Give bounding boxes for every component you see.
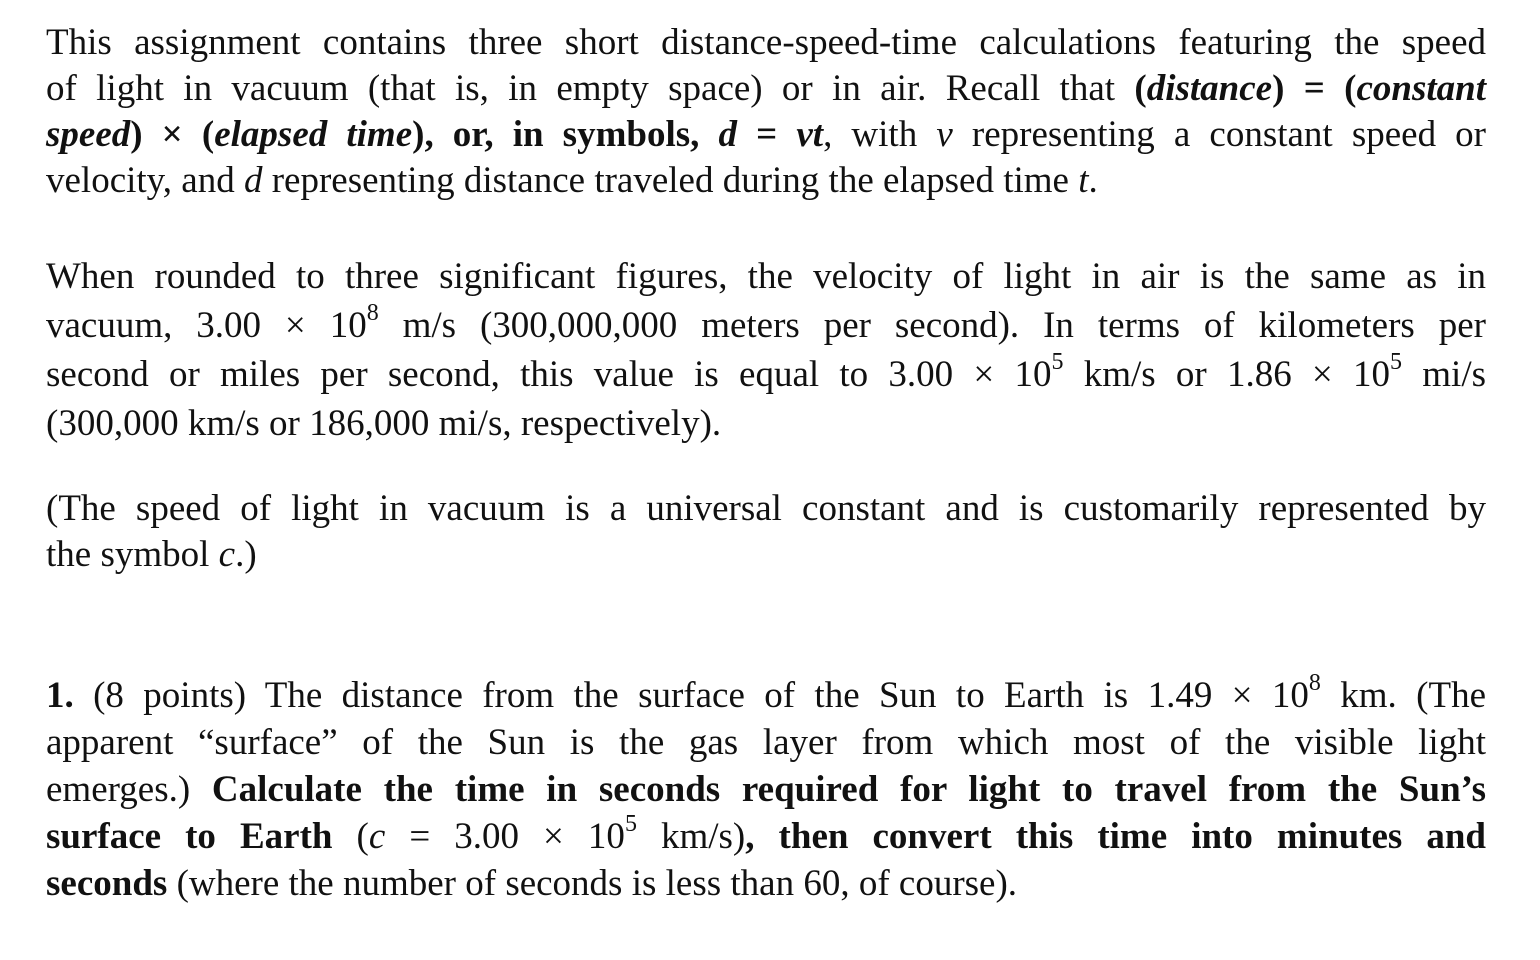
symbol-d: d <box>243 160 263 201</box>
intro-line-2 <box>46 66 1486 112</box>
formula-text: ( <box>1134 68 1147 109</box>
velocity-line-3 <box>46 350 1486 399</box>
intro-text: representing distance traveled during the elapsed time <box>262 160 1079 201</box>
question-1-line-3 <box>46 766 1486 813</box>
question-text: km. (The <box>1320 675 1486 716</box>
question-1-line-5 <box>46 860 1486 907</box>
intro-line-1 <box>46 20 1486 66</box>
symbol-c: c <box>218 534 236 575</box>
intro-text: , with <box>823 114 937 155</box>
question-text: (where the number of seconds is less than 60, of course). <box>167 863 1018 904</box>
exponent: 5 <box>1390 348 1403 375</box>
question-instruction: Calculate the time in seconds required for light to travel from the Sun’s <box>211 769 1486 810</box>
formula-symbol-d: d <box>718 114 738 155</box>
question-text: = 3.00 × 10 <box>385 816 625 857</box>
intro-text: representing a constant speed or <box>952 114 1487 155</box>
formula-term-constant: constant <box>1356 68 1486 109</box>
formula-term-speed: speed <box>46 114 131 155</box>
intro-text: This assignment contains three short distance-speed-time calculations featuring the speed <box>46 22 1486 63</box>
formula-text: = <box>737 114 797 155</box>
formula-term-distance: distance <box>1146 68 1273 109</box>
velocity-text: km/s or 1.86 × 10 <box>1063 354 1391 395</box>
velocity-text: vacuum, 3.00 × 10 <box>46 305 367 346</box>
velocity-text: mi/s <box>1402 354 1486 395</box>
symbol-c: c <box>368 816 386 857</box>
constant-note-line-2 <box>46 532 1486 578</box>
intro-line-4 <box>46 158 1486 204</box>
velocity-text: m/s (300,000,000 meters per second). In terms of kilometers per <box>378 305 1486 346</box>
question-text: emerges.) <box>46 769 212 810</box>
intro-text: of light in vacuum (that is, in empty space) or in air. Recall that <box>46 68 1135 109</box>
question-instruction: , then convert this time into minutes and <box>745 816 1487 857</box>
question-1 <box>46 669 1487 907</box>
question-instruction: surface to Earth <box>46 816 333 857</box>
exponent: 8 <box>366 299 379 326</box>
note-text: .) <box>235 534 257 575</box>
question-text: apparent “surface” of the Sun is the gas layer from which most of the visible light <box>46 722 1486 763</box>
formula-text: ) = ( <box>1272 68 1357 109</box>
velocity-line-4 <box>46 399 1486 448</box>
formula-term-elapsed-time: elapsed time <box>214 114 413 155</box>
question-text: (8 points) The distance from the surface of the Sun to Earth is 1.49 × 10 <box>73 675 1309 716</box>
intro-line-3 <box>46 112 1486 158</box>
constant-note-line-1 <box>46 486 1486 532</box>
velocity-text: When rounded to three significant figures, the velocity of light in air is the same as in <box>46 256 1486 297</box>
exponent: 5 <box>1051 348 1064 375</box>
formula-text: ), or, in symbols, <box>412 114 719 155</box>
velocity-text: (300,000 km/s or 186,000 mi/s, respectively). <box>46 403 722 444</box>
symbol-t: t <box>1078 160 1089 201</box>
velocity-paragraph <box>46 252 1486 448</box>
question-text: km/s) <box>636 816 746 857</box>
question-instruction: seconds <box>46 863 168 904</box>
exponent: 5 <box>624 810 637 837</box>
note-text: (The speed of light in vacuum is a universal constant and is customarily represented by <box>46 488 1486 529</box>
constant-note-paragraph <box>46 486 1486 578</box>
velocity-line-2 <box>46 301 1486 350</box>
question-1-line-4 <box>46 810 1487 860</box>
formula-symbol-vt: vt <box>796 114 824 155</box>
exponent: 8 <box>1308 669 1321 696</box>
question-text: ( <box>332 816 369 857</box>
velocity-text: second or miles per second, this value is equal to 3.00 × 10 <box>46 354 1052 395</box>
intro-text: . <box>1088 160 1098 201</box>
question-number: 1. <box>46 675 74 716</box>
question-1-line-1 <box>46 669 1486 719</box>
question-1-line-2 <box>46 719 1486 766</box>
symbol-v: v <box>936 114 953 155</box>
formula-text: ) × ( <box>130 114 215 155</box>
note-text: the symbol <box>46 534 219 575</box>
velocity-line-1 <box>46 252 1486 301</box>
intro-text: velocity, and <box>46 160 244 201</box>
intro-paragraph <box>46 20 1486 204</box>
